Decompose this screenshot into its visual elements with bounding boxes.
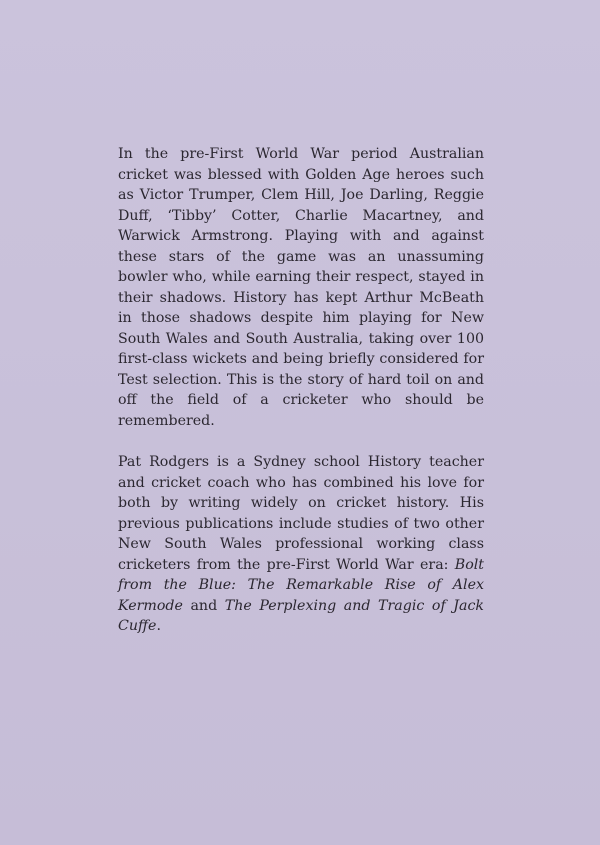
book-title-bolt-from-the-blue: Bolt from the Blue: The Remarkable Rise of Alex Kermode — [118, 556, 484, 614]
blurb-paragraph-author-bio — [118, 452, 484, 637]
blurb-text — [118, 144, 484, 637]
author-bio-intro: Pat Rodgers is a Sydney school History teacher and cricket coach who has combined his love for both by writing widely on cricket history. His previous publications include studies of two other New South Wales professional working class cricketers from the pre-First World War era: — [118, 454, 484, 573]
author-bio-joiner: and — [182, 597, 225, 614]
blurb-paragraph-book-summary: In the pre-First World War period Australian cricket was blessed with Golden Age heroes such as Victor Trumper, Clem Hill, Joe Darling, Reggie Duff, ‘Tibby’ Cotter, Charlie Macartney, and Warwick Armstrong. Playing with and against these stars of the game was an unassuming bowler who, while earning their respect, stayed in their shadows. History has kept Arthur McBeath in those shadows despite him playing for New South Wales and South Australia, taking over 100 first-class wickets and being briefly considered for Test selection. This is the story of hard toil on and off the field of a cricketer who should be remembered. — [118, 146, 484, 429]
author-bio-end: . — [156, 618, 161, 634]
book-title-perplexing-and-tragic: The Perplexing and Tragic of Jack Cuffe — [118, 597, 484, 634]
